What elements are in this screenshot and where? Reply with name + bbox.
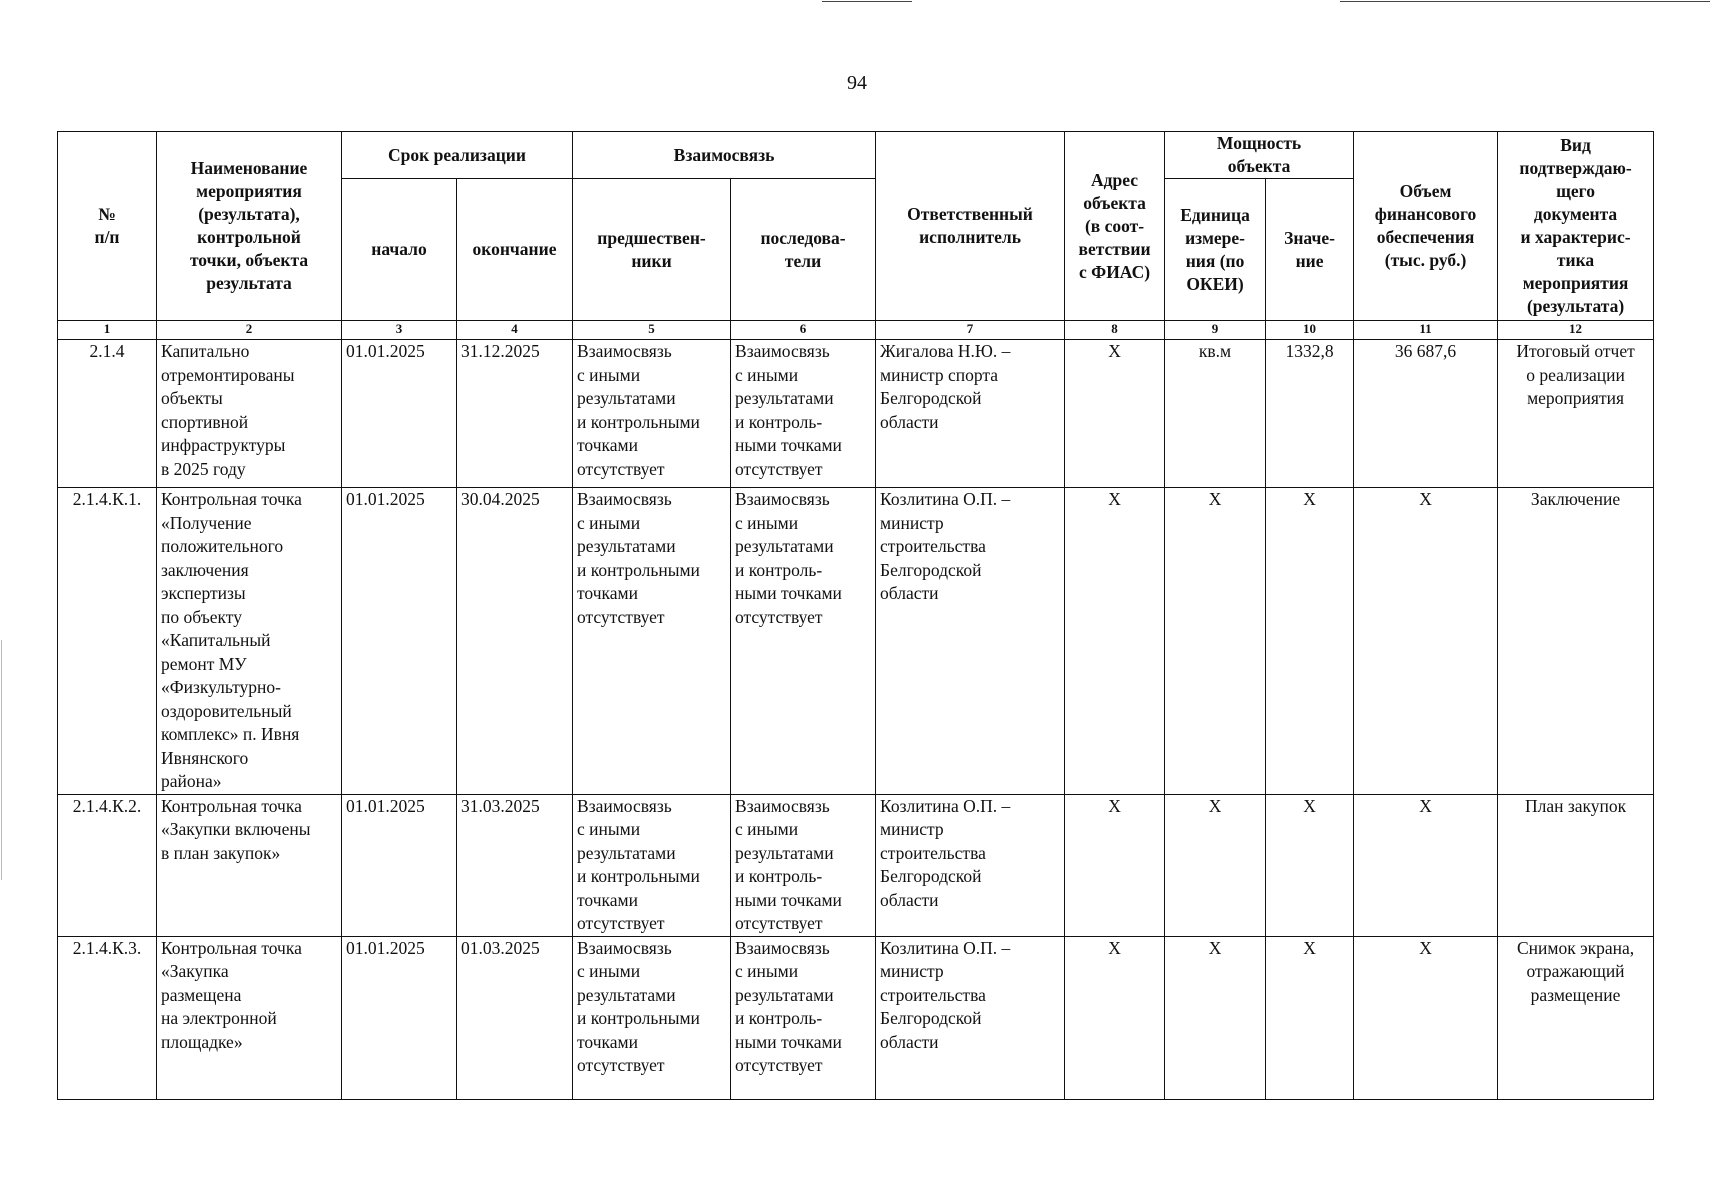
row-successors: Взаимосвязь с иными результатами и контроль- ными точками отсутствует [731,488,876,795]
column-number: 5 [573,321,731,340]
row-predecessors: Взаимосвязь с иными результатами и контрольными точками отсутствует [573,488,731,795]
row-unit: X [1165,794,1266,936]
header-executor: Ответственный исполнитель [876,132,1065,321]
header-row-top [58,132,1654,179]
column-number: 6 [731,321,876,340]
row-executor: Жигалова Н.Ю. – министр спорта Белгородской области [876,340,1065,488]
scan-top-rule-left [822,1,912,2]
row-address: X [1065,340,1165,488]
column-number: 4 [457,321,573,340]
row-address: X [1065,488,1165,795]
row-finance: 36 687,6 [1354,340,1498,488]
column-number: 8 [1065,321,1165,340]
row-value: 1332,8 [1266,340,1354,488]
row-name: Контрольная точка «Закупка размещена на электронной площадке» [157,936,342,1099]
scan-top-rule-right [1340,1,1710,2]
row-successors: Взаимосвязь с иными результатами и контроль- ными точками отсутствует [731,936,876,1099]
column-number-row [58,321,1654,340]
row-value: X [1266,936,1354,1099]
row-name: Контрольная точка «Закупки включены в план закупок» [157,794,342,936]
row-executor: Козлитина О.П. – министр строительства Белгородской области [876,488,1065,795]
header-capacity-value: Значе- ние [1266,179,1354,321]
column-number: 10 [1266,321,1354,340]
row-executor: Козлитина О.П. – министр строительства Белгородской области [876,936,1065,1099]
row-unit: кв.м [1165,340,1266,488]
row-doc: План закупок [1498,794,1654,936]
header-period-start: начало [342,179,457,321]
row-name: Контрольная точка «Получение положительного заключения экспертизы по объекту «Капитальный ремонт МУ «Физкультурно- оздоровительный комплекс» п. Ивня Ивнянского района» [157,488,342,795]
header-doc-type: Вид подтверждаю- щего документа и характерис- тика мероприятия (результата) [1498,132,1654,321]
row-end-date: 31.03.2025 [457,794,573,936]
table-row [58,794,1654,936]
header-name: Наименование мероприятия (результата), контрольной точки, объекта результата [157,132,342,321]
row-unit: X [1165,936,1266,1099]
header-links-next: последова- тели [731,179,876,321]
row-executor: Козлитина О.П. – министр строительства Белгородской области [876,794,1065,936]
row-predecessors: Взаимосвязь с иными результатами и контрольными точками отсутствует [573,794,731,936]
row-end-date: 01.03.2025 [457,936,573,1099]
table-row [58,936,1654,1099]
row-doc: Итоговый отчет о реализации мероприятия [1498,340,1654,488]
header-period: Срок реализации [342,132,573,179]
header-links-prev: предшествен- ники [573,179,731,321]
row-unit: X [1165,488,1266,795]
row-successors: Взаимосвязь с иными результатами и контроль- ными точками отсутствует [731,794,876,936]
header-capacity-unit: Единица измере- ния (по ОКЕИ) [1165,179,1266,321]
row-name: Капитально отремонтированы объекты спортивной инфраструктуры в 2025 году [157,340,342,488]
column-number: 9 [1165,321,1266,340]
row-start-date: 01.01.2025 [342,794,457,936]
row-address: X [1065,794,1165,936]
scan-side-mark [1,640,2,880]
row-finance: X [1354,936,1498,1099]
row-predecessors: Взаимосвязь с иными результатами и контрольными точками отсутствует [573,340,731,488]
row-num: 2.1.4.К.3. [58,936,157,1099]
row-successors: Взаимосвязь с иными результатами и контроль- ными точками отсутствует [731,340,876,488]
row-num: 2.1.4.К.2. [58,794,157,936]
header-num: № п/п [58,132,157,321]
row-end-date: 31.12.2025 [457,340,573,488]
row-value: X [1266,794,1354,936]
row-doc: Снимок экрана, отражающий размещение [1498,936,1654,1099]
row-address: X [1065,936,1165,1099]
column-number: 11 [1354,321,1498,340]
row-finance: X [1354,794,1498,936]
column-number: 12 [1498,321,1654,340]
row-finance: X [1354,488,1498,795]
row-value: X [1266,488,1354,795]
header-period-end: окончание [457,179,573,321]
header-finance: Объем финансового обеспечения (тыс. руб.) [1354,132,1498,321]
row-end-date: 30.04.2025 [457,488,573,795]
table-row [58,340,1654,488]
row-start-date: 01.01.2025 [342,340,457,488]
row-start-date: 01.01.2025 [342,488,457,795]
header-address: Адрес объекта (в соот- ветствии с ФИАС) [1065,132,1165,321]
column-number: 3 [342,321,457,340]
column-number: 1 [58,321,157,340]
header-capacity: Мощность объекта [1165,132,1354,179]
row-num: 2.1.4 [58,340,157,488]
header-links: Взаимосвязь [573,132,876,179]
column-number: 2 [157,321,342,340]
plan-table [57,131,1654,1100]
row-doc: Заключение [1498,488,1654,795]
row-num: 2.1.4.К.1. [58,488,157,795]
row-start-date: 01.01.2025 [342,936,457,1099]
table-row [58,488,1654,795]
page-number: 94 [847,72,867,94]
column-number: 7 [876,321,1065,340]
row-predecessors: Взаимосвязь с иными результатами и контрольными точками отсутствует [573,936,731,1099]
